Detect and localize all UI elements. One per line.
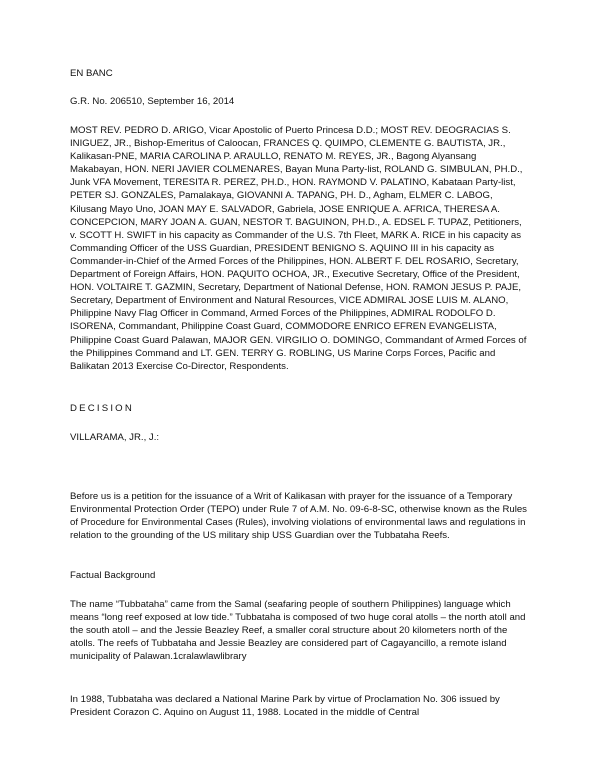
factual-paragraph: The name “Tubbataha” came from the Samal (seafaring people of southern Philippines) language which means “long reef exposed at low tide.” Tubbataha is composed of two huge coral atolls – the north atoll and the south atoll – and the Jessie Beazley Reef, a smaller coral structure about 20 kilometers north of the atolls. The reefs of Tubbataha and Jessie Beazley are considered part of Cagayancillo, a remote island municipality of Palawan.1cralawlawlibrary bbox=[70, 599, 526, 663]
ponente: VILLARAMA, JR., J.: bbox=[70, 432, 160, 443]
case-number-date: G.R. No. 206510, September 16, 2014 bbox=[70, 96, 235, 107]
decision-heading: DECISION bbox=[70, 403, 134, 414]
court-division: EN BANC bbox=[70, 68, 113, 79]
case-parties: MOST REV. PEDRO D. ARIGO, Vicar Apostolic of Puerto Princesa D.D.; MOST REV. DEOGRACIAS S. INIGUEZ, JR., Bishop-Emeritus of Caloocan, FRANCES Q. QUIMPO, CLEMENTE G. BAUTISTA, JR., Kalikasan-PNE, MARIA CAROLINA P. ARAULLO, RENATO M. REYES, JR., Bagong Alyansang Makabayan, HON. NERI JAVIER COLMENARES, Bayan Muna Party-list, ROLAND G. SIMBULAN, PH.D., Junk VFA Movement, TERESITA R. PEREZ, PH.D., HON. RAYMOND V. PALATINO, Kabataan Party-list, PETER SJ. GONZALES, Pamalakaya, GIOVANNI A. TAPANG, PH. D., Agham, ELMER C. LABOG, Kilusang Mayo Uno, JOAN MAY E. SALVADOR, Gabriela, JOSE ENRIQUE A. AFRICA, THERESA A. CONCEPCION, MARY JOAN A. GUAN, NESTOR T. BAGUINON, PH.D., A. EDSEL F. TUPAZ, Petitioners, v. SCOTT H. SWIFT in his capacity as Commander of the U.S. 7th Fleet, MARK A. RICE in his capacity as Commanding Officer of the USS Guardian, PRESIDENT BENIGNO S. AQUINO III in his capacity as Commander-in-Chief of the Armed Forces of the Philippines, HON. ALBERT F. DEL ROSARIO, Secretary, Department of Foreign Affairs, HON. PAQUITO OCHOA, JR., Executive Secretary, Office of the President, HON. VOLTAIRE T. GAZMIN, Secretary, Department of National Defense, HON. RAMON JESUS P. PAJE, Secretary, Department of Environment and Natural Resources, VICE ADMIRAL JOSE LUIS M. ALANO, Philippine Navy Flag Officer in Command, Armed Forces of the Philippines, ADMIRAL RODOLFO D. ISORENA, Commandant, Philippine Coast Guard, COMMODORE ENRICO EFREN EVANGELISTA, Philippine Coast Guard Palawan, MAJOR GEN. VIRGILIO O. DOMINGO, Commandant of Armed Forces of the Philippines Command and LT. GEN. TERRY G. ROBLING, US Marine Corps Forces, Pacific and Balikatan 2013 Exercise Co-Director, Respondents. bbox=[70, 125, 527, 372]
factual-paragraph: In 1988, Tubbataha was declared a National Marine Park by virtue of Proclamation No. 306 issued by President Corazon C. Aquino on August 11, 1988. Located in the middle of Central bbox=[70, 694, 500, 719]
section-heading: Factual Background bbox=[70, 570, 156, 581]
intro-paragraph: Before us is a petition for the issuance of a Writ of Kalikasan with prayer for the issuance of a Temporary Environmental Protection Order (TEPO) under Rule 7 of A.M. No. 09-6-8-SC, otherwise known as the Rules of Procedure for Environmental Cases (Rules), involving violations of environmental laws and regulations in relation to the grounding of the US military ship USS Guardian over the Tubbataha Reefs. bbox=[70, 491, 527, 542]
